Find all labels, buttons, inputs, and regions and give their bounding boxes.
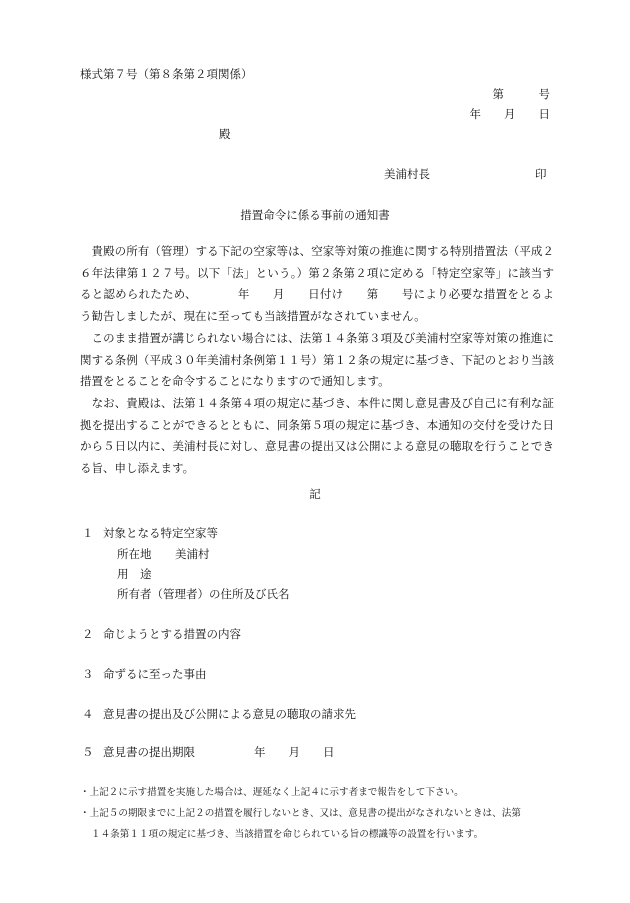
document-date: 年 月 日 (469, 107, 550, 121)
body-paragraph-2: このまま措置が講じられない場合には、法第１４条第３項及び美浦村空家等対策の推進に関する条例（平成３０年美浦村条例第１１号）第１２条の規定に基づき、下記のとおり当該措置をとることを命令することになりますので通知します。 (80, 331, 554, 389)
item-3-number: ３ (82, 667, 94, 681)
item-1-location-label: 所在地 (117, 547, 152, 561)
issuer-name: 美浦村長 (384, 167, 430, 181)
item-4-label: 意見書の提出及び公開による意見の聴取の請求先 (103, 707, 356, 721)
ki-heading: 記 (309, 487, 321, 501)
item-4-number: ４ (82, 707, 94, 721)
item-5-number: ５ (82, 745, 94, 759)
item-2-label: 命じようとする措置の内容 (103, 627, 241, 641)
item-1-location-value: 美浦村 (175, 547, 210, 561)
item-3-label: 命ずるに至った事由 (103, 667, 207, 681)
form-label: 様式第７号（第８条第２項関係） (80, 67, 253, 81)
note-2-line-1: ・上記５の期限までに上記２の措置を履行しないとき、又は、意見書の提出がなされないときは、法第 (80, 808, 521, 819)
item-5-label: 意見書の提出期限 (103, 745, 195, 759)
body-paragraph-1: 貴殿の所有（管理）する下記の空家等は、空家等対策の推進に関する特別措置法（平成２６年法律第１２７号。以下「法」という。）第２条第２項に定める「特定空家等」に該当すると認められたため、 年 月 日付け 第 号により必要な措置をとるよう勧告しましたが、現在に至っても当該措置がなされていません。 (80, 244, 554, 324)
item-5-deadline-date: 年 月 日 (254, 745, 335, 759)
document-title: 措置命令に係る事前の通知書 (240, 208, 390, 222)
note-2-line-2: １４条第１１項の規定に基づき、当該措置を命じられている旨の標識等の設置を行います。 (91, 829, 484, 840)
item-1-owner-label: 所有者（管理者）の住所及び氏名 (117, 587, 290, 601)
note-1: ・上記２に示す措置を実施した場合は、遅延なく上記４に示す者まで報告をして下さい。 (80, 787, 464, 798)
item-2-number: ２ (82, 627, 94, 641)
item-1-number: １ (82, 526, 94, 540)
document-number: 第 号 (492, 87, 550, 101)
addressee-suffix: 殿 (219, 127, 231, 141)
seal-mark: 印 (535, 167, 547, 181)
item-1-use-label: 用 途 (117, 567, 152, 581)
item-1-label: 対象となる特定空家等 (103, 526, 218, 540)
body-paragraph-3: なお、貴殿は、法第１４条第４項の規定に基づき、本件に関し意見書及び自己に有利な証拠を提出することができるとともに、同条第５項の規定に基づき、本通知の交付を受けた日から５日以内に、美浦村長に対し、意見書の提出又は公開による意見の聴取を行うことできる旨、申し添えます。 (80, 396, 554, 476)
